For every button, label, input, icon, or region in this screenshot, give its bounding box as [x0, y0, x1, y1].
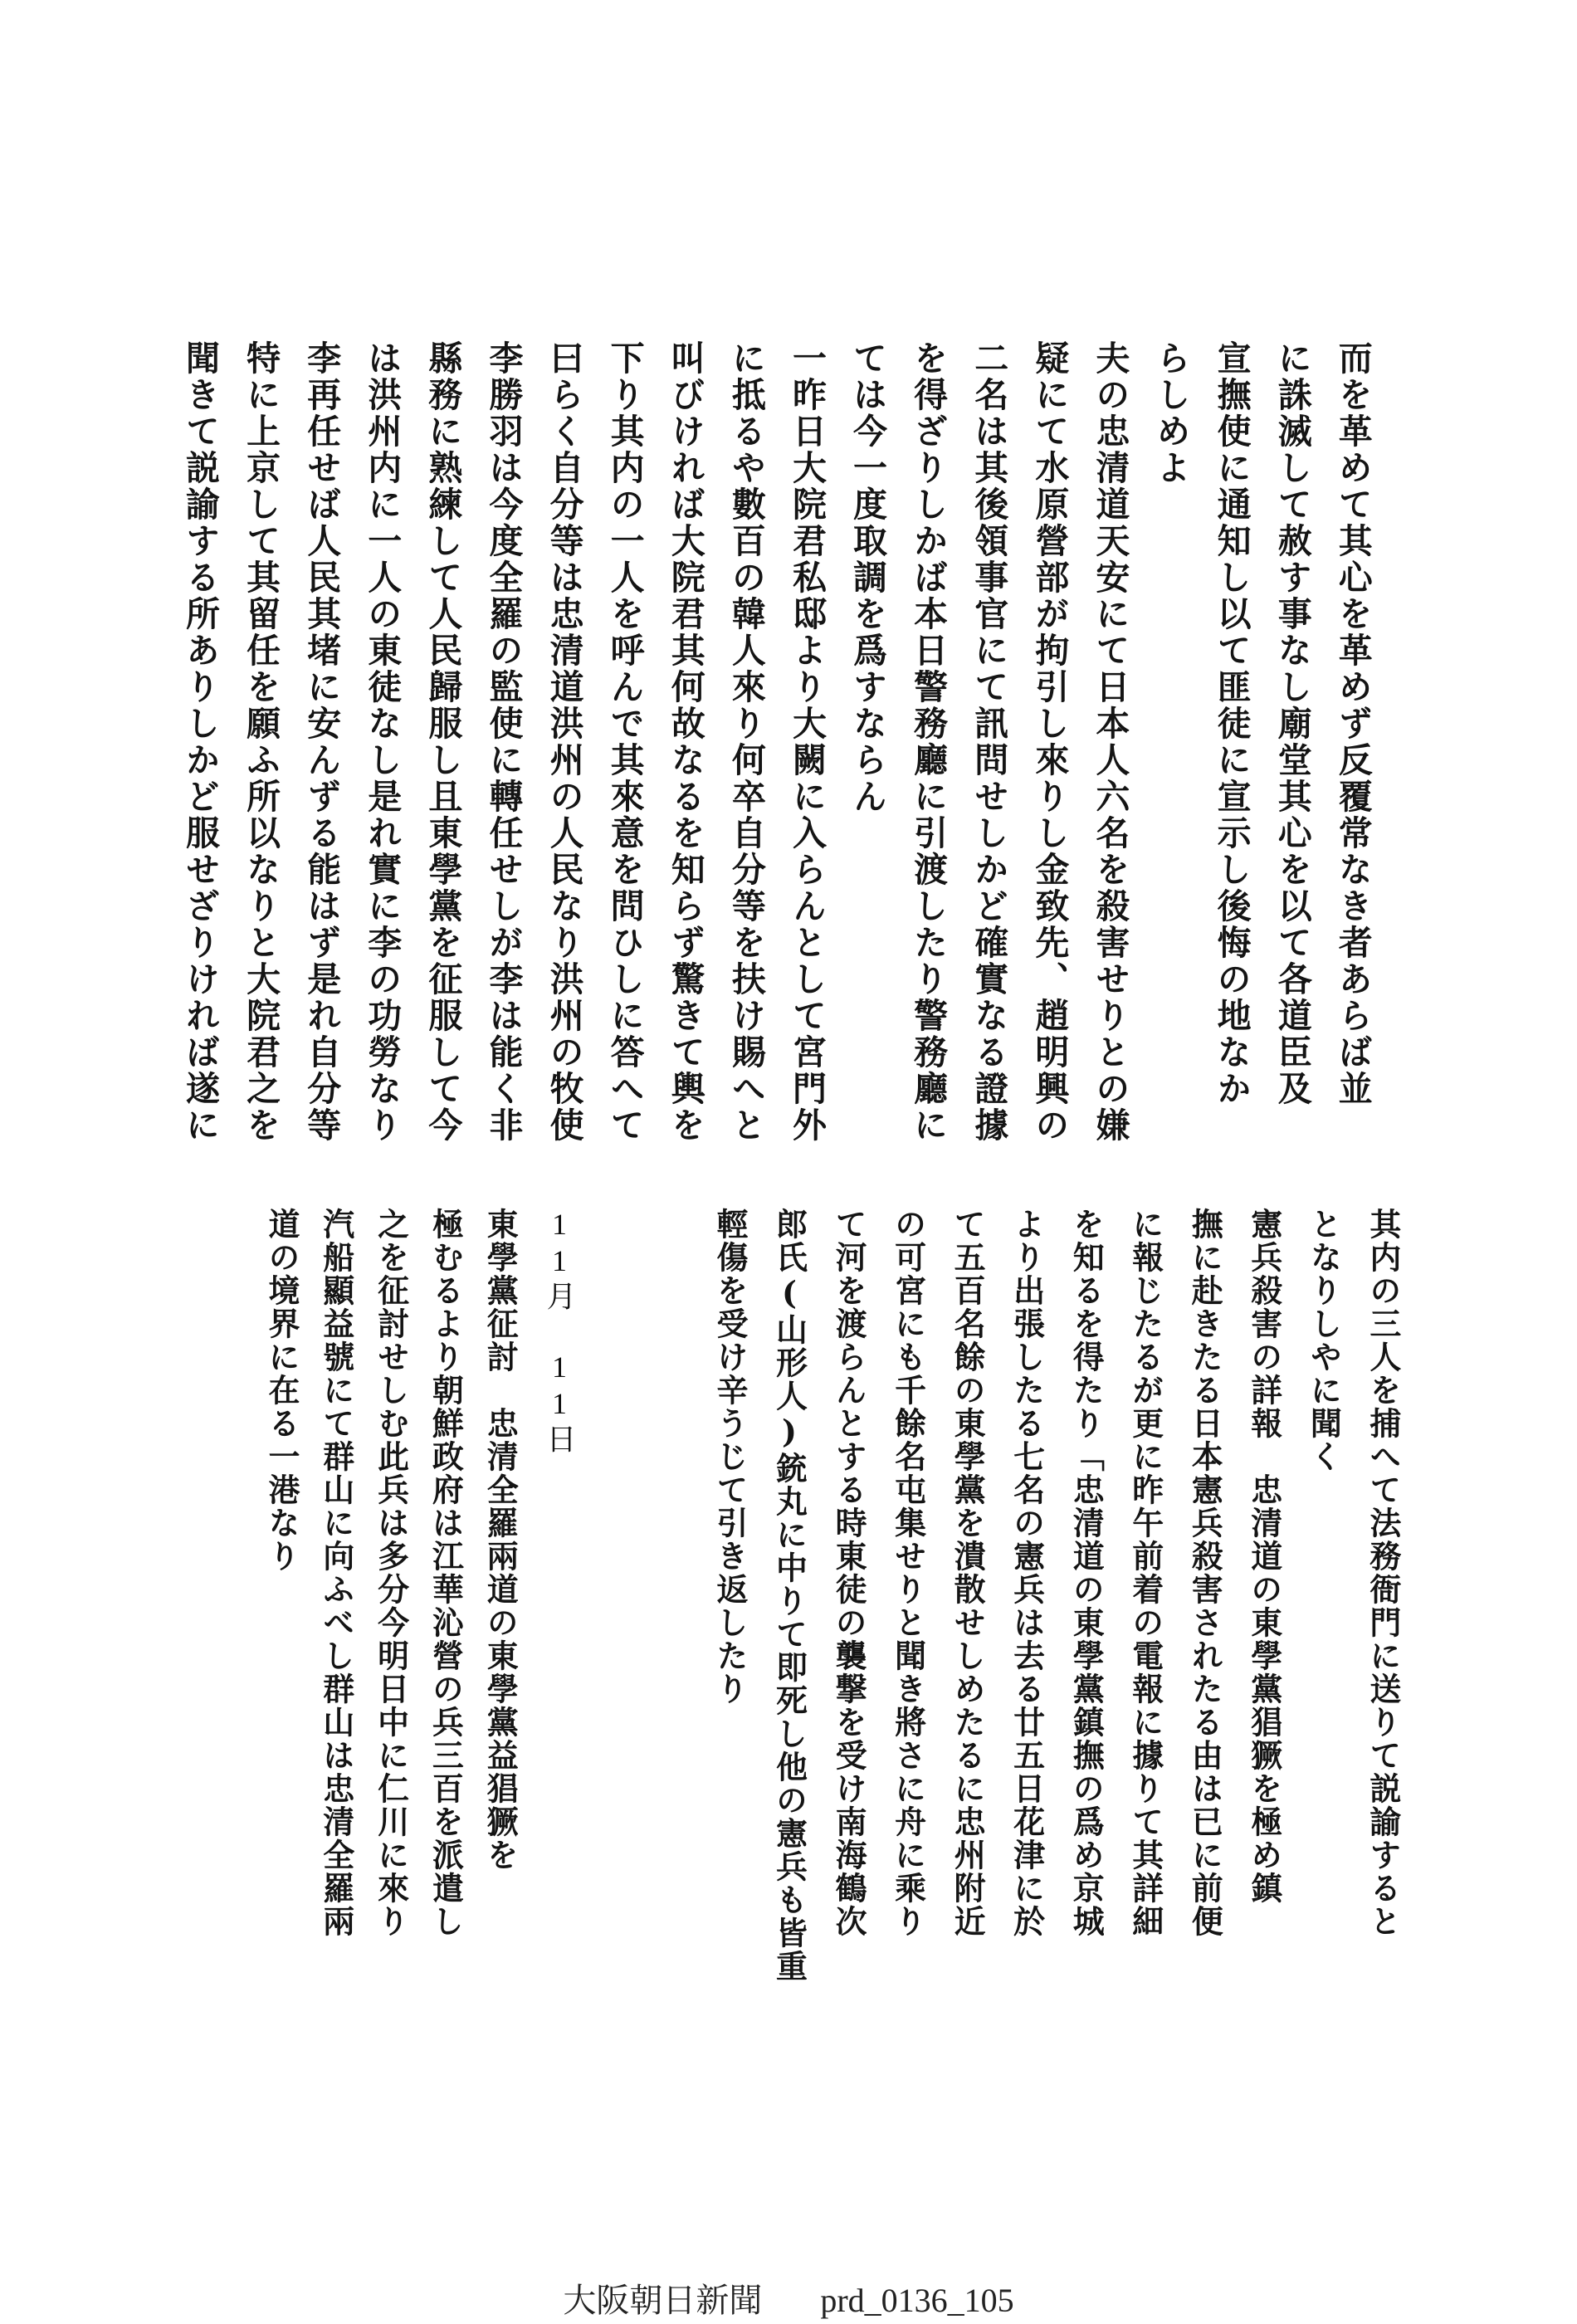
- upper-column-13: 下り其内の一人を呼んで其來意を問ひしに答へて: [604, 340, 645, 1144]
- document-id: prd_0136_105: [820, 2282, 1014, 2319]
- lower-right-column-6: を知るを得たり「忠清道の東學黨鎮撫の爲め京城: [1067, 1208, 1106, 1938]
- lower-right-column-1: 其内の三人を捕へて法務衙門に送りて説諭すると: [1364, 1208, 1402, 1938]
- upper-column-4: らしめよ: [1150, 340, 1191, 486]
- upper-column-7: 二名は其後領事官にて訊問せしかど確實なる證據: [969, 340, 1009, 1144]
- lower-right-column-11: 郎氏(山形人)銃丸に中りて即死し他の憲兵も皆重: [770, 1208, 808, 1983]
- upper-column-18: 李再任せば人民其堵に安んずる能はず是れ自分等: [301, 340, 342, 1144]
- lower-left-column-2: 極むるより朝鮮政府は江華沁營の兵三百を派遣し: [427, 1208, 465, 1938]
- date-label: 11月 11日: [542, 1208, 576, 1457]
- lower-right-column-2: となりしやに聞く: [1305, 1208, 1343, 1473]
- lower-left-column-5: 道の境界に在る一港なり: [263, 1208, 300, 1573]
- upper-column-2: に誅滅して赦す事なし廟堂其心を以て各道臣及: [1272, 340, 1312, 1107]
- lower-right-column-5: に報じたるが更に昨午前着の電報に據りて其詳細: [1126, 1208, 1164, 1938]
- lower-right-column-4: 撫に赴きたる日本憲兵殺害されたる由は已に前便: [1186, 1208, 1224, 1938]
- lower-right-column-8: て五百名餘の東學黨を潰散せしめたるに忠州附近: [949, 1208, 987, 1938]
- upper-column-5: 夫の忠清道天安にて日本人六名を殺害せりとの嫌: [1090, 340, 1130, 1144]
- lower-left-column-3: 之を征討せしむ此兵は多分今明日中に仁川に來り: [372, 1208, 410, 1938]
- footer-caption: [0, 2274, 1577, 2322]
- upper-column-15: 李勝羽は今度全羅の監使に轉任せしが李は能く非: [483, 340, 524, 1144]
- lower-right-column-7: より出張したる七名の憲兵は去る廿五日花津に於: [1008, 1208, 1046, 1938]
- upper-column-12: 叫びければ大院君其何故なるを知らず驚きて輿を: [665, 340, 706, 1144]
- lower-right-article-block: [711, 1208, 1402, 2054]
- lower-right-column-9: の可宮にも千餘名屯集せりと聞き將さに舟に乘り: [889, 1208, 927, 1938]
- upper-column-20: 聞きて説諭する所ありしかど服せざりければ遂に: [180, 340, 220, 1144]
- lower-right-column-12: 輕傷を受け辛うじて引き返したり: [711, 1208, 749, 1706]
- upper-column-10: 一昨日大院君私邸より大闕に入らんとして宮門外: [786, 340, 827, 1144]
- upper-column-3: 宣撫使に通知し以て匪徒に宣示し後悔の地なか: [1211, 340, 1252, 1107]
- lower-left-article-block: [263, 1208, 581, 2054]
- lower-left-column-4: 汽船顯益號にて群山に向ふべし群山は忠清全羅兩: [317, 1208, 355, 1938]
- upper-column-17: は洪州内に一人の東徒なし是れ實に李の功勞なり: [362, 340, 403, 1144]
- upper-column-14: 曰らく自分等は忠清道洪州の人民なり洪州の牧使: [544, 340, 584, 1144]
- lower-left-column-1: 東學黨征討 忠清全羅兩道の東學黨益猖獗を: [481, 1208, 520, 1872]
- upper-article-block: [180, 340, 1373, 1144]
- newspaper-name: 大阪朝日新聞: [563, 2282, 763, 2319]
- upper-column-6: 疑にて水原營部が拘引し來りし金致先、趙明興の: [1029, 340, 1070, 1144]
- upper-column-19: 特に上京して其留任を願ふ所以なりと大院君之を: [241, 340, 281, 1144]
- lower-right-column-10: て河を渡らんとする時東徒の襲撃を受け南海鶴次: [830, 1208, 868, 1938]
- upper-column-8: を得ざりしかば本日警務廳に引渡したり警務廳に: [908, 340, 949, 1144]
- upper-column-11: に抵るや數百の韓人來り何卒自分等を扶け賜へと: [725, 340, 766, 1144]
- upper-column-16: 縣務に熟練して人民歸服し且東學黨を征服して今: [422, 340, 463, 1144]
- lower-right-column-3: 憲兵殺害の詳報 忠清道の東學黨猖獗を極め鎮: [1245, 1208, 1283, 1905]
- upper-column-1: 而を革めて其心を革めず反覆常なき者あらば並: [1332, 340, 1373, 1107]
- upper-column-9: ては今一度取調を爲すならん: [847, 340, 888, 815]
